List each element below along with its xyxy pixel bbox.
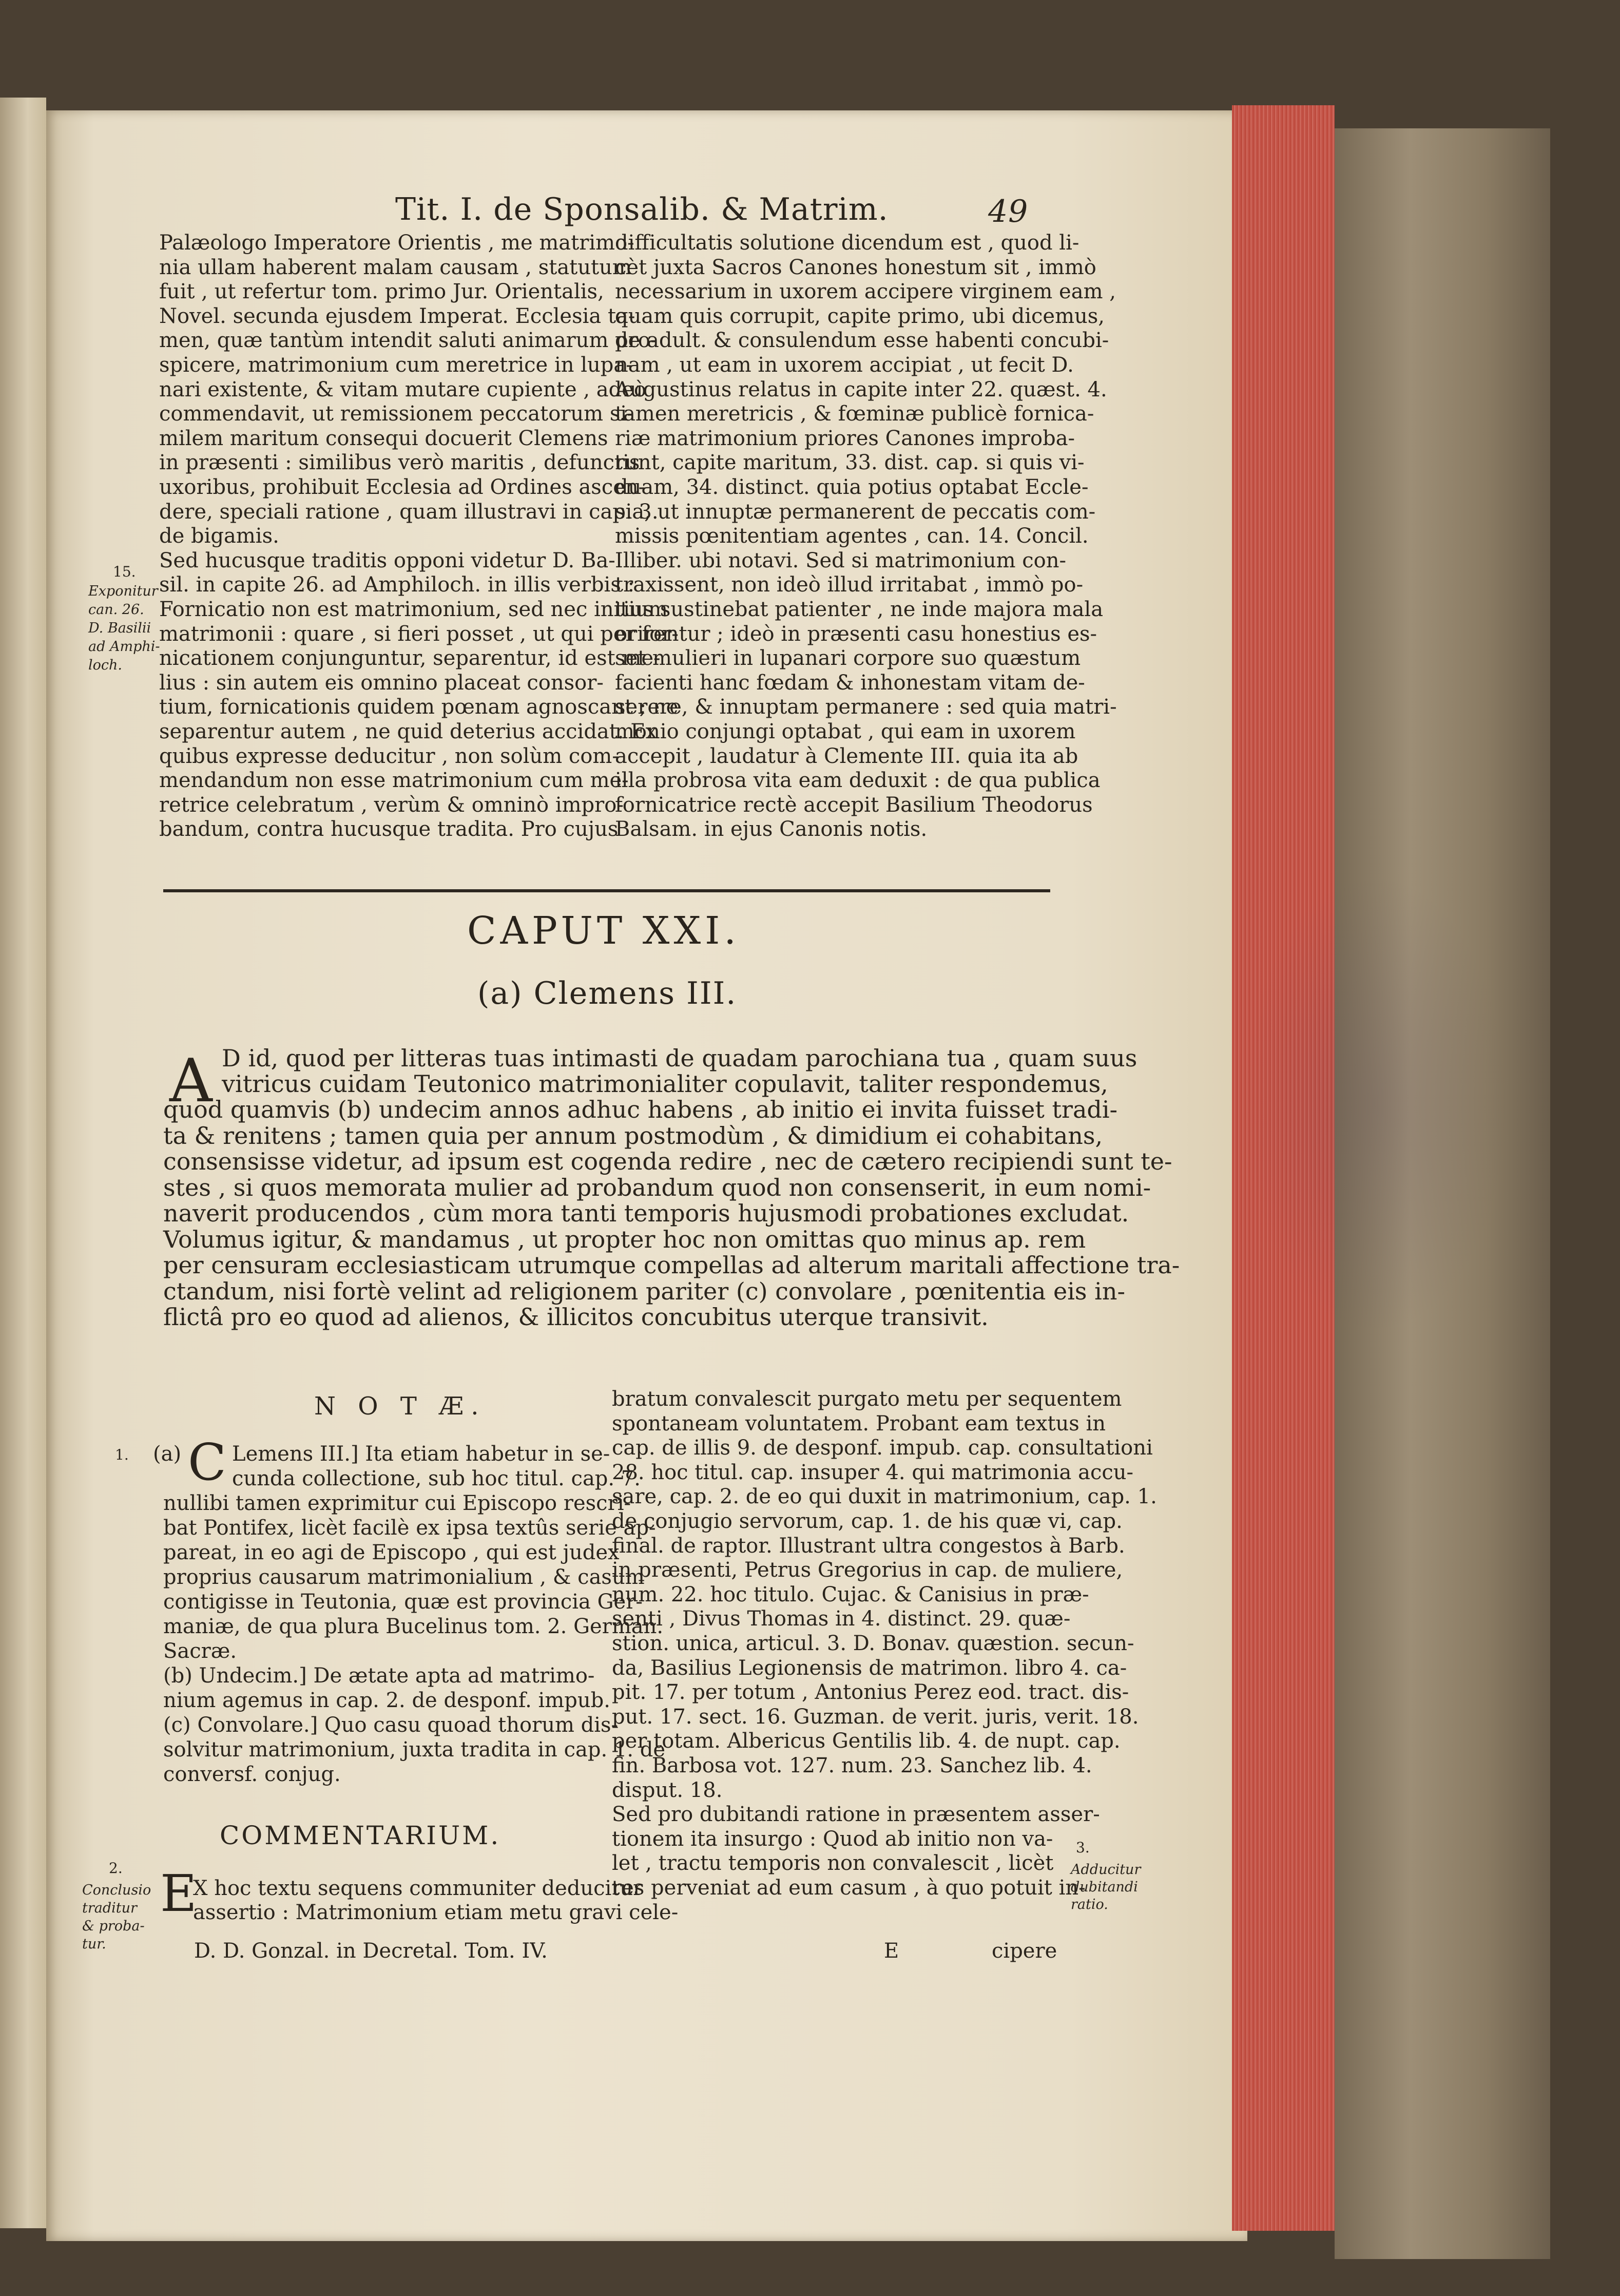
- text-line: contigisse in Teutonia, quæ est provincia Ger-: [163, 1590, 643, 1614]
- text-line: orirentur ; ideò in præsenti casu honestius es-: [615, 622, 1097, 646]
- text-line: stes , si quos memorata mulier ad probandum quod non consenserit, in eum nomi-: [163, 1173, 1151, 1201]
- page-footer: D. D. Gonzal. in Decretal. Tom. IV.: [194, 1939, 548, 1963]
- text-line: difficultatis solutione dicendum est , quod li-: [615, 231, 1079, 255]
- text-line: uxoribus, prohibuit Ecclesia ad Ordines ascen-: [159, 475, 646, 499]
- text-line: nari existente, & vitam mutare cupiente , adeò: [159, 377, 646, 401]
- text-line: lius : sin autem eis omnino placeat consor-: [159, 671, 604, 695]
- text-line: tium, fornicationis quidem pœnam agnoscant ; ne: [159, 695, 679, 719]
- text-line: (c) Convolare.] Quo casu quoad thorum dis-: [163, 1713, 619, 1737]
- text-line: Volumus igitur, & mandamus , ut propter hoc non omittas quo minus ap. rem: [163, 1225, 1086, 1253]
- text-line: senti , Divus Thomas in 4. distinct. 29. quæ-: [612, 1607, 1071, 1631]
- text-line: proprius causarum matrimonialium , & casum: [163, 1565, 645, 1589]
- text-line: necessarium in uxorem accipere virginem eam ,: [615, 280, 1116, 304]
- faded-spine-lettering: [1242, 873, 1509, 1335]
- text-line: nam , ut eam in uxorem accipiat , ut fecit D.: [615, 353, 1074, 377]
- margin-line: Exponitur: [88, 583, 158, 599]
- chapter-title: CAPUT XXI.: [467, 909, 740, 953]
- facing-page-edge: [0, 98, 46, 2228]
- text-line: maniæ, de qua plura Bucelinus tom. 2. German.: [163, 1615, 664, 1638]
- text-line: tius sustinebat patienter , ne inde majora mala: [615, 598, 1104, 621]
- text-line: put. 17. sect. 16. Guzman. de verit. juris, verit. 18.: [612, 1705, 1139, 1729]
- text-line: de adult. & consulendum esse habenti concubi-: [615, 329, 1109, 353]
- text-line: final. de raptor. Illustrant ultra congestos à Barb.: [612, 1534, 1125, 1558]
- running-head: Tit. I. de Sponsalib. & Matrim.: [395, 192, 889, 227]
- text-line: nicationem conjunguntur, separentur, id est me-: [159, 646, 661, 671]
- text-line: dere, speciali ratione , quam illustravi in cap. 3.: [159, 500, 659, 524]
- text-line: fuit , ut refertur tom. primo Jur. Orientalis,: [159, 280, 604, 304]
- text-line: conversf. conjug.: [163, 1763, 341, 1786]
- text-line: Augustinus relatus in capite inter 22. quæst. 4.: [615, 377, 1107, 401]
- margin-line: Adducitur: [1071, 1862, 1141, 1878]
- text-line: set mulieri in lupanari corpore suo quæstum: [615, 646, 1081, 671]
- text-line: cèt juxta Sacros Canones honestum sit , immò: [615, 255, 1096, 279]
- notae-prefix: (a): [153, 1442, 182, 1466]
- text-line: Fornicatio non est matrimonium, sed nec initium: [159, 598, 668, 621]
- text-line: traxissent, non ideò illud irritabat , immò po-: [615, 573, 1084, 597]
- catchword: cipere: [992, 1939, 1057, 1963]
- text-line: naverit producendos , cùm mora tanti temporis hujusmodi probationes excludat.: [163, 1199, 1129, 1227]
- text-line: spontaneam voluntatem. Probant eam textus in: [612, 1411, 1106, 1436]
- text-line: monio conjungi optabat , qui eam in uxorem: [615, 720, 1076, 743]
- commentarium-initial: E: [160, 1865, 197, 1923]
- text-line: separentur autem , ne quid deterius accidat. Ex: [159, 720, 658, 743]
- margin-number: 15.: [113, 563, 136, 580]
- text-line: men, quæ tantùm intendit saluti animarum pro-: [159, 329, 658, 353]
- text-line: Lemens III.] Ita etiam habetur in se-: [232, 1442, 610, 1466]
- text-line: runt, capite maritum, 33. dist. cap. si quis vi-: [615, 451, 1085, 475]
- text-line: bratum convalescit purgato metu per sequentem: [612, 1387, 1122, 1411]
- text-line: 28. hoc titul. cap. insuper 4. qui matrimonia accu-: [612, 1460, 1134, 1484]
- notae-heading: N O T Æ.: [314, 1392, 486, 1421]
- margin-line: tur.: [82, 1936, 106, 1952]
- text-line: missis pœnitentiam agentes , can. 14. Concil.: [615, 524, 1089, 548]
- commentarium-margin-number: 2.: [109, 1860, 123, 1877]
- text-line: in præsenti : similibus verò maritis , defunctis: [159, 451, 640, 475]
- margin-line: ad Amphi-: [88, 639, 160, 655]
- text-line: X hoc textu sequens communiter deducitur: [193, 1877, 643, 1900]
- text-line: illa probrosa vita eam deduxit : de qua publica: [615, 769, 1101, 793]
- text-line: pareat, in eo agi de Episcopo , qui est judex: [163, 1541, 620, 1564]
- text-line: accepit , laudatur à Clemente III. quia ita ab: [615, 744, 1078, 768]
- text-line: commendavit, ut remissionem peccatorum si-: [159, 402, 634, 426]
- margin-line: & proba-: [82, 1918, 145, 1934]
- text-line: (b) Undecim.] De ætate apta ad matrimo-: [163, 1664, 595, 1688]
- text-line: fin. Barbosa vot. 127. num. 23. Sanchez lib. 4.: [612, 1754, 1092, 1777]
- text-line: da, Basilius Legionensis de matrimon. libro 4. ca-: [612, 1656, 1127, 1680]
- text-line: pit. 17. per totum , Antonius Perez eod. tract. dis-: [612, 1680, 1129, 1705]
- text-line: sil. in capite 26. ad Amphiloch. in illis verbis :: [159, 573, 635, 597]
- text-line: spicere, matrimonium cum meretrice in lupa-: [159, 353, 633, 377]
- text-line: de conjugio servorum, cap. 1. de his quæ vi, cap.: [612, 1509, 1123, 1533]
- text-line: ctandum, nisi fortè velint ad religionem pariter (c) convolare , pœnitentia eis in-: [163, 1277, 1126, 1305]
- right-margin-number: 3.: [1076, 1839, 1090, 1856]
- chapter-subtitle: (a) Clemens III.: [477, 975, 737, 1011]
- text-line: nium agemus in cap. 2. de desponf. impub.: [163, 1689, 610, 1712]
- text-line: per censuram ecclesiasticam utrumque compellas ad alterum maritali affectione tra-: [163, 1251, 1180, 1279]
- text-line: mendandum non esse matrimonium cum me-: [159, 769, 629, 793]
- margin-line: traditur: [82, 1900, 137, 1916]
- text-line: in præsenti, Petrus Gregorius in cap. de muliere,: [612, 1558, 1123, 1582]
- text-line: assertio : Matrimonium etiam metu gravi cele-: [193, 1901, 679, 1924]
- text-line: sia, ut innuptæ permanerent de peccatis com-: [615, 500, 1096, 524]
- text-line: tamen meretricis , & fœminæ publicè fornica-: [615, 402, 1094, 426]
- text-line: milem maritum consequi docuerit Clemens: [159, 426, 608, 450]
- text-line: serere, & innuptam permanere : sed quia matri-: [615, 695, 1117, 719]
- text-line: flictâ pro eo quod ad alienos, & illicitos concubitus uterque transivit.: [163, 1303, 989, 1331]
- text-line: Illiber. ubi notavi. Sed si matrimonium con-: [615, 548, 1067, 572]
- text-line: nia ullam haberent malam causam , statutum: [159, 255, 632, 279]
- text-line: retrice celebratum , verùm & omninò impro-: [159, 793, 624, 817]
- text-line: ta & renitens ; tamen quia per annum postmodùm , & dimidium ei cohabitans,: [163, 1121, 1103, 1150]
- text-line: Sed hucusque traditis opponi videtur D. Ba-: [159, 548, 615, 572]
- margin-line: D. Basilii: [88, 620, 151, 636]
- text-line: num. 22. hoc titulo. Cujac. & Canisius in præ-: [612, 1582, 1089, 1606]
- text-line: consensisse videtur, ad ipsum est cogenda redire , nec de cætero recipiendi sunt te-: [163, 1147, 1172, 1175]
- signature-mark: E: [884, 1939, 899, 1963]
- text-line: sare, cap. 2. de eo qui duxit in matrimonium, cap. 1.: [612, 1485, 1157, 1509]
- text-line: facienti hanc fœdam & inhonestam vitam de-: [615, 671, 1085, 695]
- text-line: solvitur matrimonium, juxta tradita in cap. 1. de: [163, 1738, 666, 1762]
- notae-margin-number: 1.: [115, 1446, 129, 1463]
- text-line: vitricus cuidam Teutonico matrimonialiter copulavit, taliter respondemus,: [222, 1070, 1108, 1098]
- text-line: Novel. secunda ejusdem Imperat. Ecclesia ta-: [159, 304, 635, 328]
- text-line: bandum, contra hucusque tradita. Pro cujus: [159, 817, 619, 841]
- text-line: Sed pro dubitandi ratione in præsentem asser-: [612, 1803, 1100, 1827]
- text-line: fornicatrice rectè accepit Basilium Theodorus: [615, 793, 1093, 817]
- text-line: res perveniat ad eum casum , à quo potuit in-: [612, 1876, 1086, 1900]
- text-line: nullibi tamen exprimitur cui Episcopo rescri-: [163, 1491, 631, 1515]
- text-line: Sacræ.: [163, 1639, 237, 1663]
- text-line: quam quis corrupit, capite primo, ubi dicemus,: [615, 304, 1105, 328]
- text-line: duam, 34. distinct. quia potius optabat Eccle-: [615, 475, 1089, 499]
- text-line: quibus expresse deducitur , non solùm com-: [159, 744, 619, 768]
- text-line: Palæologo Imperatore Orientis , me matrimo-: [159, 231, 634, 255]
- decretal-initial: A: [169, 1046, 213, 1116]
- text-line: bat Pontifex, licèt facilè ex ipsa textûs serie ap-: [163, 1516, 656, 1540]
- text-line: riæ matrimonium priores Canones improba-: [615, 426, 1075, 450]
- text-line: cap. de illis 9. de desponf. impub. cap. consultationi: [612, 1436, 1153, 1460]
- text-line: de bigamis.: [159, 524, 279, 548]
- page-number: 49: [988, 194, 1029, 229]
- text-line: Balsam. in ejus Canonis notis.: [615, 817, 928, 841]
- text-line: tionem ita insurgo : Quod ab initio non va-: [612, 1827, 1053, 1851]
- text-line: D id, quod per litteras tuas intimasti de quadam parochiana tua , quam suus: [222, 1044, 1137, 1072]
- text-line: stion. unica, articul. 3. D. Bonav. quæstion. secun-: [612, 1632, 1134, 1655]
- text-line: matrimonii : quare , si fieri posset , ut qui per for-: [159, 622, 679, 646]
- text-line: let , tractu temporis non convalescit , licèt: [612, 1851, 1054, 1876]
- text-line: cunda collectione, sub hoc titul. cap. 7.: [232, 1467, 641, 1490]
- margin-line: dubitandi: [1071, 1879, 1138, 1895]
- notae-initial: C: [188, 1433, 226, 1492]
- margin-line: ratio.: [1071, 1897, 1108, 1912]
- text-line: per totam. Albericus Gentilis lib. 4. de nupt. cap.: [612, 1729, 1121, 1753]
- margin-line: Conclusio: [82, 1882, 151, 1898]
- margin-line: can. 26.: [88, 602, 144, 618]
- margin-line: loch.: [88, 657, 122, 673]
- commentarium-heading: COMMENTARIUM.: [220, 1821, 501, 1850]
- text-line: quod quamvis (b) undecim annos adhuc habens , ab initio ei invita fuisset tradi-: [163, 1096, 1118, 1123]
- section-rule: [163, 889, 1050, 892]
- text-line: disput. 18.: [612, 1778, 723, 1802]
